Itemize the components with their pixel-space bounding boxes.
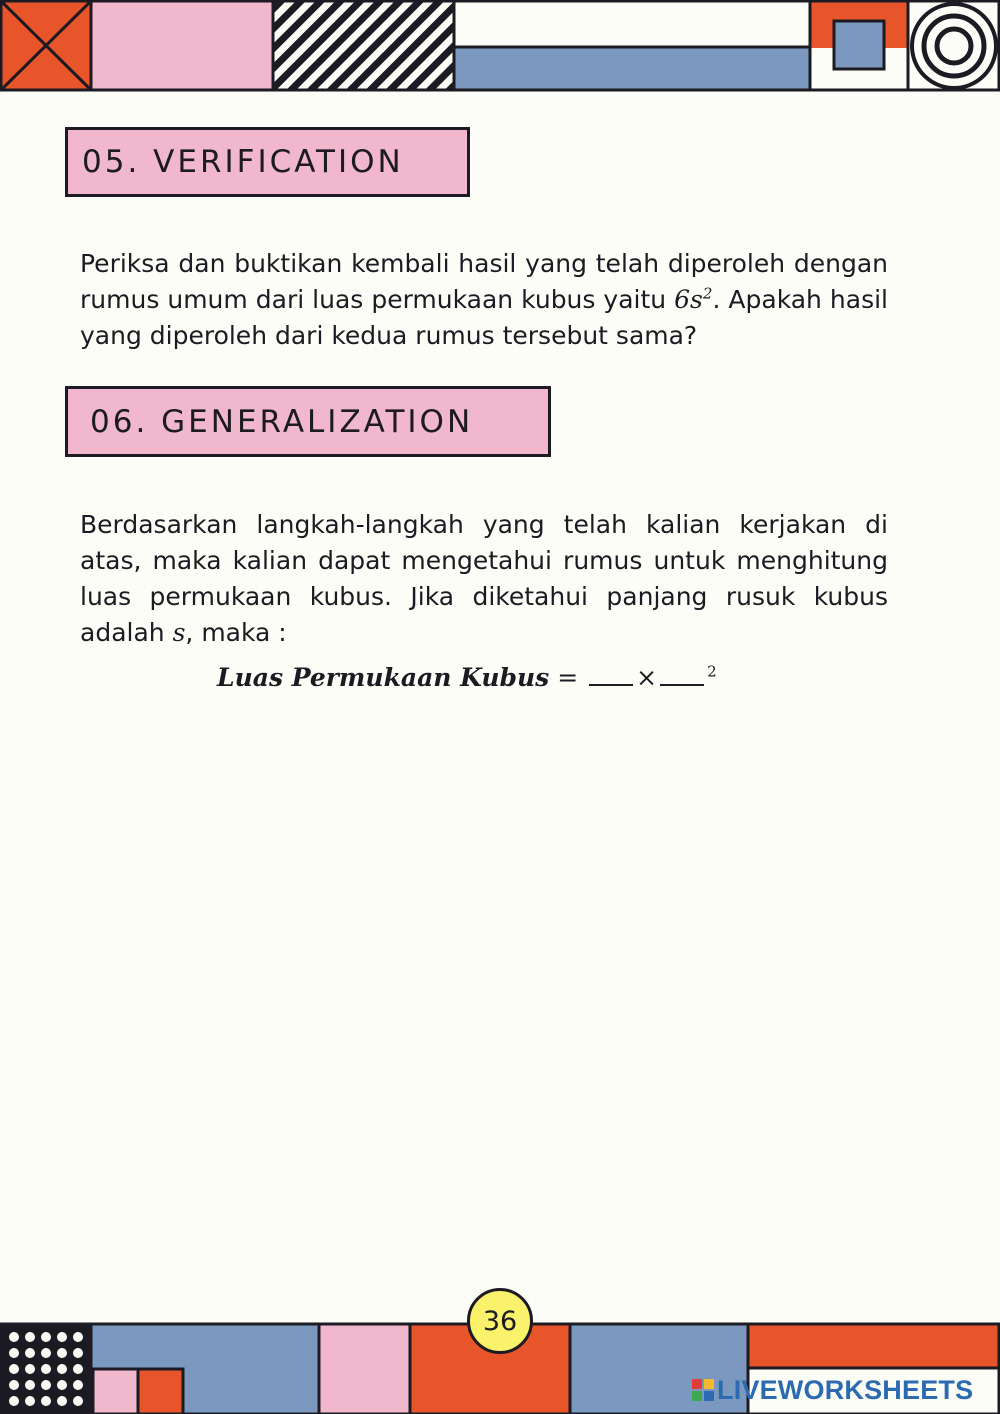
decorative-dot <box>25 1380 35 1390</box>
orange-strip-tile <box>748 1324 999 1368</box>
generalization-paragraph <box>80 507 888 651</box>
decorative-dot <box>41 1332 51 1342</box>
decorative-dot <box>73 1364 83 1374</box>
striped-tile <box>273 1 454 90</box>
verification-text-end: . Apakah hasil yang diperoleh dari kedua rumus tersebut sama? <box>80 285 888 350</box>
top-decorative-banner <box>0 0 1000 93</box>
generalization-text-end: , maka : <box>185 618 287 647</box>
liveworksheets-watermark <box>692 1372 973 1408</box>
decorative-dot <box>9 1364 19 1374</box>
surface-area-formula <box>217 662 777 692</box>
small-pink-square <box>93 1369 138 1414</box>
verification-heading-box <box>65 127 470 197</box>
concentric-circles-tile <box>912 4 996 88</box>
decorative-dot <box>9 1348 19 1358</box>
decorative-dot <box>57 1380 67 1390</box>
verification-paragraph <box>80 246 888 354</box>
formula-base: 6s <box>674 285 703 314</box>
verification-text-start: Periksa dan buktikan kembali hasil yang telah diperoleh dengan rumus umum dari luas permukaan kubus yaitu <box>80 249 888 314</box>
edge-variable: s <box>172 618 186 647</box>
decorative-dot <box>57 1348 67 1358</box>
verification-formula <box>674 285 712 314</box>
decorative-dot <box>25 1332 35 1342</box>
pink-tile <box>91 1 273 90</box>
page-number-badge <box>467 1288 533 1354</box>
decorative-dot <box>73 1332 83 1342</box>
decorative-dot <box>57 1364 67 1374</box>
decorative-dot <box>57 1396 67 1406</box>
decorative-dot <box>73 1396 83 1406</box>
decorative-dot <box>57 1332 67 1342</box>
answer-blank-2[interactable] <box>660 662 704 686</box>
watermark-text: LIVEWORKSHEETS <box>717 1374 974 1405</box>
blue-bar-tile <box>454 47 810 90</box>
times-sign: × <box>636 663 658 692</box>
decorative-dot <box>73 1380 83 1390</box>
formula-lhs: Luas Permukaan Kubus <box>217 663 550 692</box>
generalization-heading: 06. GENERALIZATION <box>90 403 474 440</box>
small-orange-square <box>138 1369 183 1414</box>
decorative-dot <box>41 1396 51 1406</box>
decorative-dot <box>25 1348 35 1358</box>
decorative-dot <box>41 1380 51 1390</box>
decorative-dot <box>41 1348 51 1358</box>
formula-exponent-2: 2 <box>707 662 717 681</box>
decorative-dot <box>41 1364 51 1374</box>
decorative-dot <box>25 1396 35 1406</box>
generalization-text-start: Berdasarkan langkah-langkah yang telah kalian kerjakan di atas, maka kalian dapat mengetahui rumus untuk menghitung luas permukaan kubus. Jika diketahui panjang rusuk kubus adalah <box>80 510 888 647</box>
generalization-heading-box <box>65 386 551 457</box>
decorative-dot <box>25 1364 35 1374</box>
decorative-dot <box>9 1396 19 1406</box>
verification-heading: 05. VERIFICATION <box>82 144 404 180</box>
decorative-dot <box>73 1348 83 1358</box>
answer-blank-1[interactable] <box>589 662 633 686</box>
equals-sign: = <box>557 663 579 692</box>
pink-bottom-tile <box>319 1324 410 1414</box>
page-number: 36 <box>482 1305 518 1337</box>
formula-exponent: 2 <box>702 284 713 303</box>
decorative-dot <box>9 1332 19 1342</box>
decorative-dot <box>9 1380 19 1390</box>
liveworksheets-logo-icon <box>692 1379 714 1401</box>
